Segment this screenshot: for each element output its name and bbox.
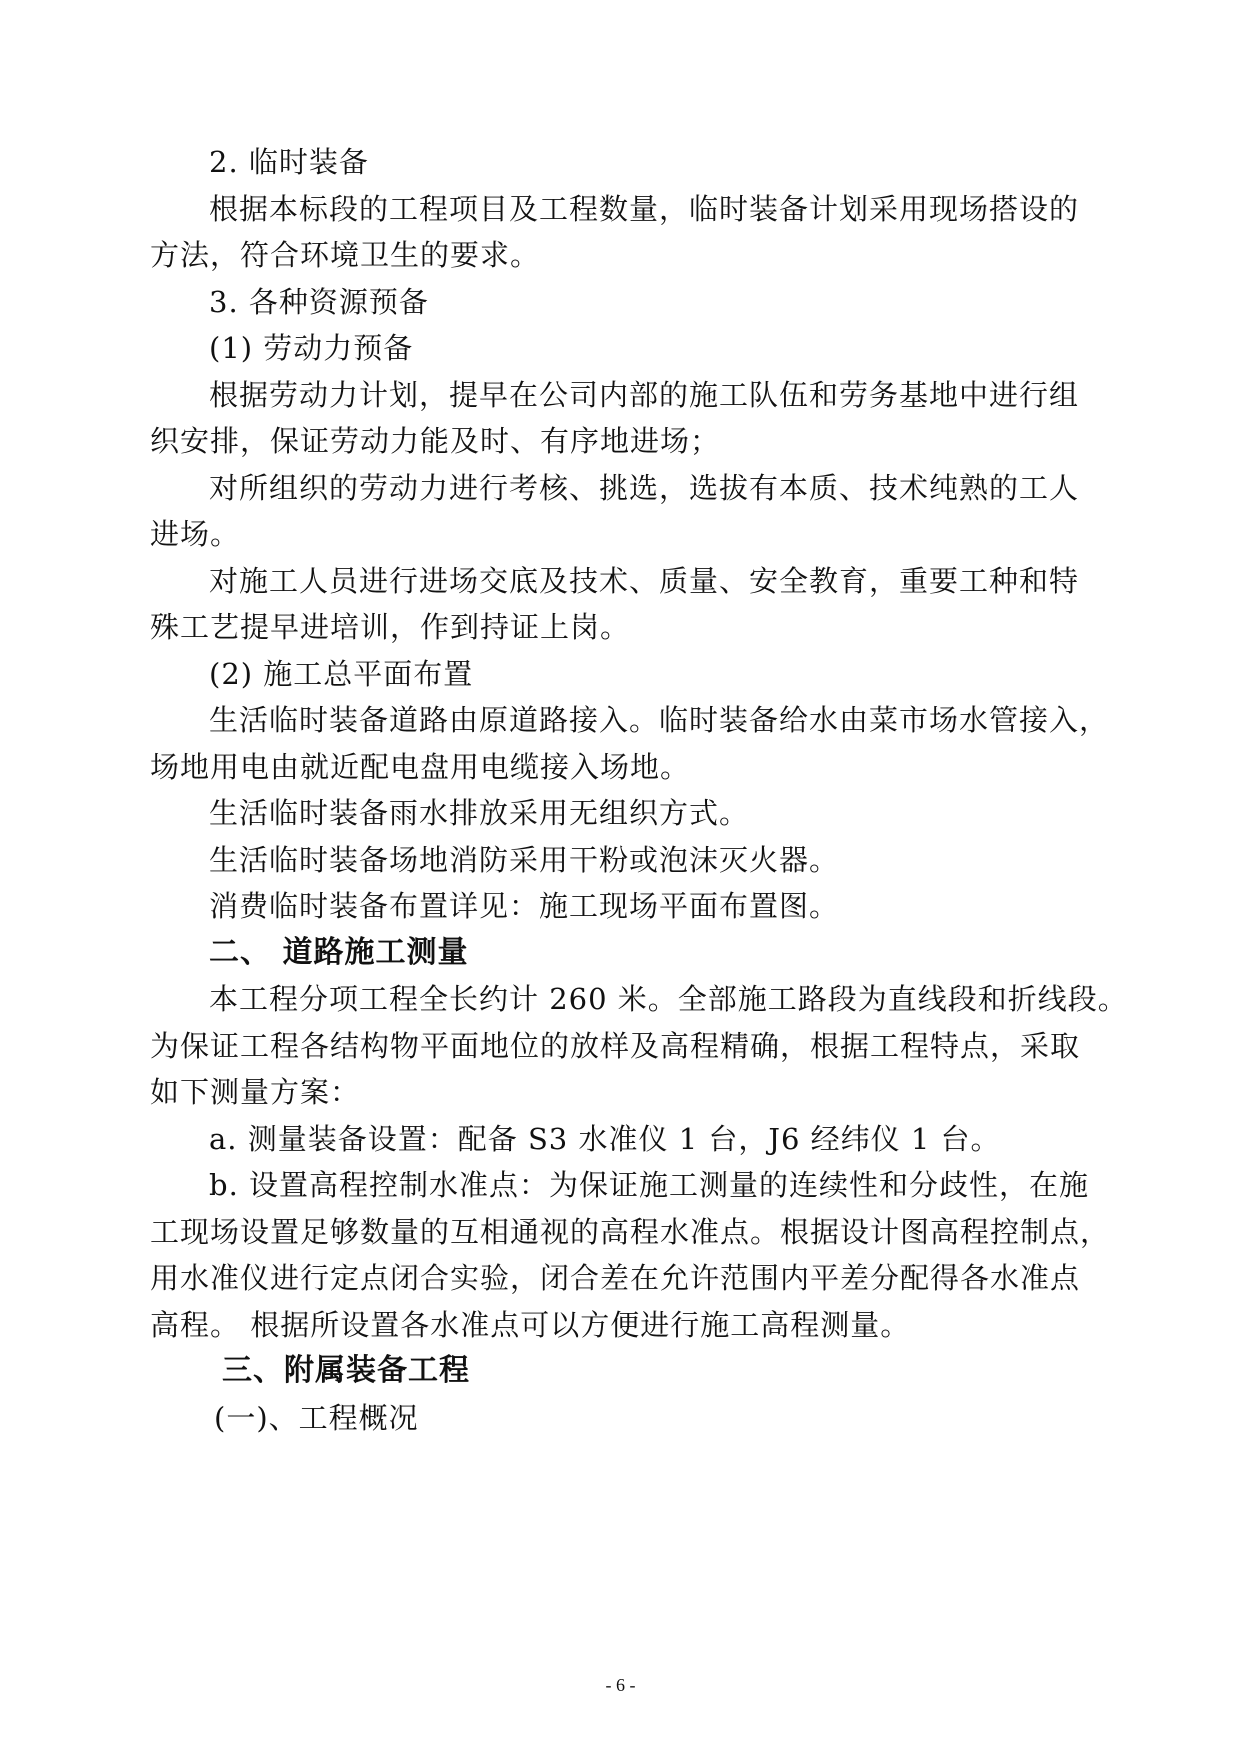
subsection-heading-overview: (一)、工程概况 [214,1401,419,1435]
paragraph-line: 殊工艺提早进培训，作到持证上岗。 [150,610,631,644]
paragraph-line: 进场。 [150,517,241,551]
paragraph-line: 根据本标段的工程项目及工程数量，临时装备计划采用现场搭设的 [209,192,1080,226]
paragraph-line: 为保证工程各结构物平面地位的放样及高程精确，根据工程特点，采取 [150,1029,1081,1063]
paragraph-line: 对所组织的劳动力进行考核、挑选，选拔有本质、技术纯熟的工人 [209,471,1080,505]
paragraph-line: 对施工人员进行进场交底及技术、质量、安全教育，重要工种和特 [209,564,1080,598]
paragraph-line: 织安排，保证劳动力能及时、有序地进场； [150,424,721,458]
paragraph-line: 如下测量方案： [150,1075,361,1109]
chapter-heading-auxiliary: 三、附属装备工程 [222,1353,470,1388]
paragraph-line: 高程。 根据所设置各水准点可以方便进行施工高程测量。 [150,1308,911,1342]
paragraph-line: 本工程分项工程全长约计 260 米。全部施工路段为直线段和折线段。 [209,982,1128,1016]
chapter-heading-road-survey: 二、 道路施工测量 [209,935,469,970]
subsection-heading-layout: (2) 施工总平面布置 [209,657,474,691]
list-item-b: b. 设置高程控制水准点：为保证施工测量的连续性和分歧性，在施 [209,1168,1090,1202]
paragraph-line: 生活临时装备道路由原道路接入。临时装备给水由菜市场水管接入， [209,703,1110,737]
paragraph-line: 场地用电由就近配电盘用电缆接入场地。 [150,750,691,784]
paragraph-line: 工现场设置足够数量的互相通视的高程水准点。根据设计图高程控制点， [150,1215,1111,1249]
paragraph-line: 用水准仪进行定点闭合实验，闭合差在允许范围内平差分配得各水准点 [150,1261,1081,1295]
paragraph-line: 生活临时装备场地消防采用干粉或泡沫灭火器。 [209,843,840,877]
list-item-a: a. 测量装备设置：配备 S3 水准仪 1 台，J6 经纬仪 1 台。 [209,1122,1001,1156]
section-heading-temporary-equipment: 2. 临时装备 [209,145,369,179]
paragraph-line: 方法，符合环境卫生的要求。 [150,238,541,272]
section-heading-resources: 3. 各种资源预备 [209,285,429,319]
paragraph-line: 生活临时装备雨水排放采用无组织方式。 [209,796,750,830]
subsection-heading-labor: (1) 劳动力预备 [209,331,414,365]
page-number: - 6 - [605,1675,636,1695]
paragraph-line: 消费临时装备布置详见：施工现场平面布置图。 [209,889,840,923]
paragraph-line: 根据劳动力计划，提早在公司内部的施工队伍和劳务基地中进行组 [209,378,1080,412]
